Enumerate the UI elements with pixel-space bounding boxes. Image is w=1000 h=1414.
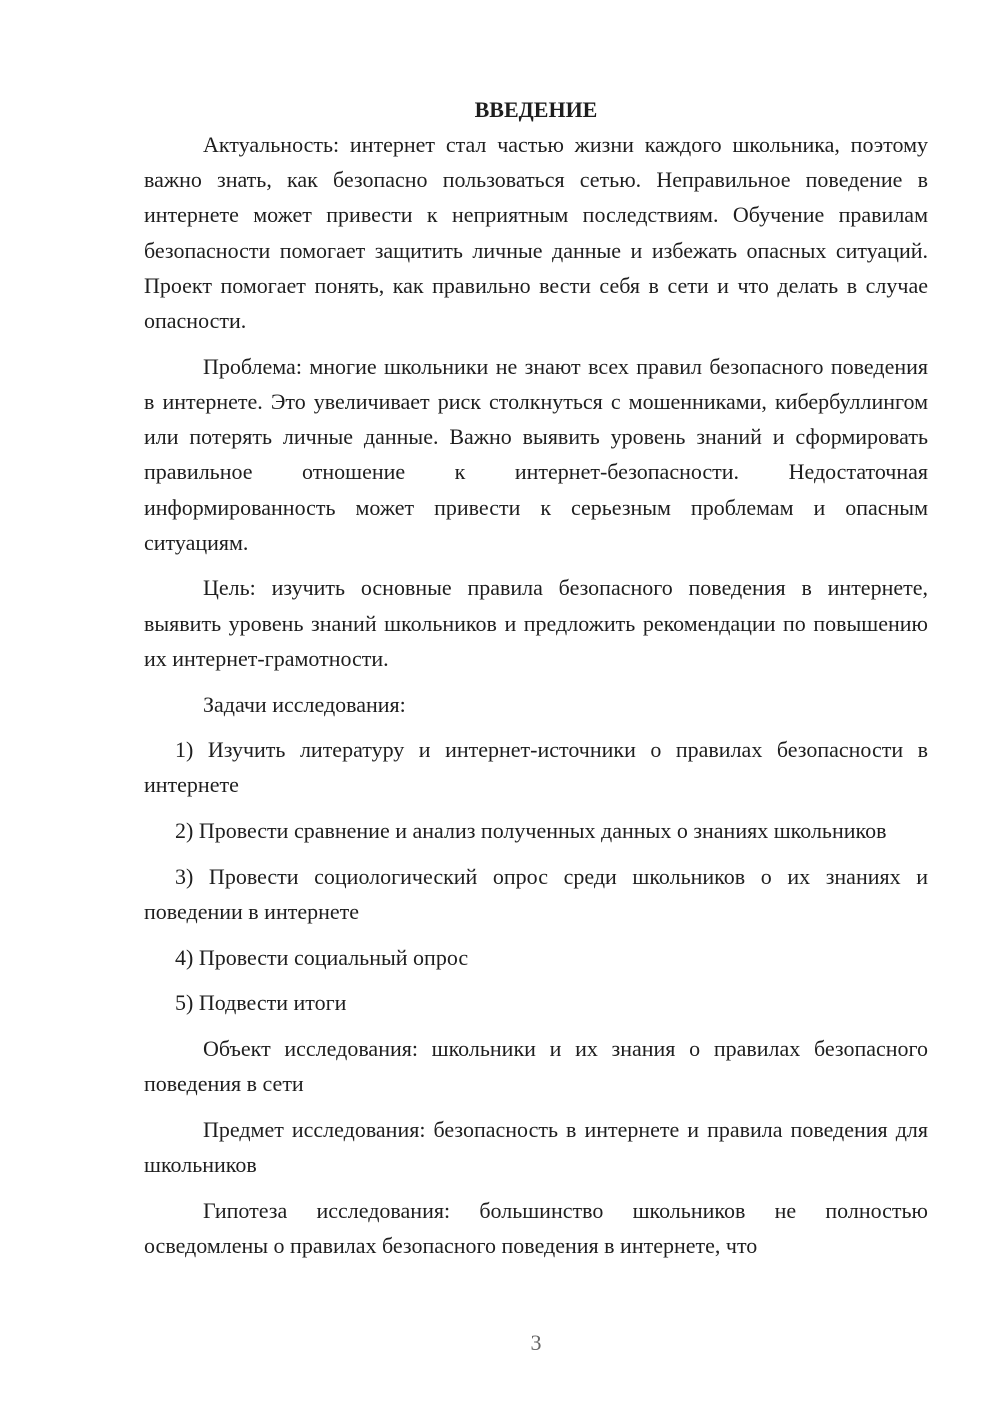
hypothesis-paragraph: Гипотеза исследования: большинство школьников не полностью осведомлены о правилах безопасного поведения в интернете, что — [144, 1197, 928, 1259]
problem-paragraph: Проблема: многие школьники не знают всех правил безопасного поведения в интернете. Это увеличивает риск столкнуться с мошенниками, кибербуллингом или потерять личные данные. Важно выявить уровень знаний и сформировать правильное отношение к интернет-безопасности. Недостаточная информированность может привести к серьезным проблемам и опасным ситуациям. — [144, 353, 928, 555]
relevance-paragraph: Актуальность: интернет стал частью жизни каждого школьника, поэтому важно знать, как безопасно пользоваться сетью. Неправильное поведение в интернете может привести к неприятным последствиям. Обучение правилам безопасности помогает защитить личные данные и избежать опасных ситуаций. Проект помогает понять, как правильно вести себя в сети и что делать в случае опасности. — [144, 132, 928, 334]
task-item-3: 3) Провести социологический опрос среди школьников о их знаниях и поведении в интернете — [144, 863, 928, 925]
subject-paragraph: Предмет исследования: безопасность в интернете и правила поведения для школьников — [144, 1117, 928, 1178]
page-title: ВВЕДЕНИЕ — [474, 97, 598, 122]
page-number: 3 — [530, 1330, 542, 1355]
task-item-4: 4) Провести социальный опрос — [175, 944, 469, 970]
page-content — [144, 92, 928, 1274]
task-item-5: 5) Подвести итоги — [175, 990, 347, 1016]
goal-paragraph: Цель: изучить основные правила безопасного поведения в интернете, выявить уровень знаний школьников и предложить рекомендации по повышению их интернет-грамотности. — [144, 575, 928, 671]
tasks-heading: Задачи исследования: — [203, 691, 406, 717]
task-item-1: 1) Изучить литературу и интернет-источники о правилах безопасности в интернете — [144, 737, 928, 798]
object-paragraph: Объект исследования: школьники и их знания о правилах безопасного поведения в сети — [144, 1036, 928, 1097]
task-item-2: 2) Провести сравнение и анализ полученных данных о знаниях школьников — [175, 818, 887, 844]
